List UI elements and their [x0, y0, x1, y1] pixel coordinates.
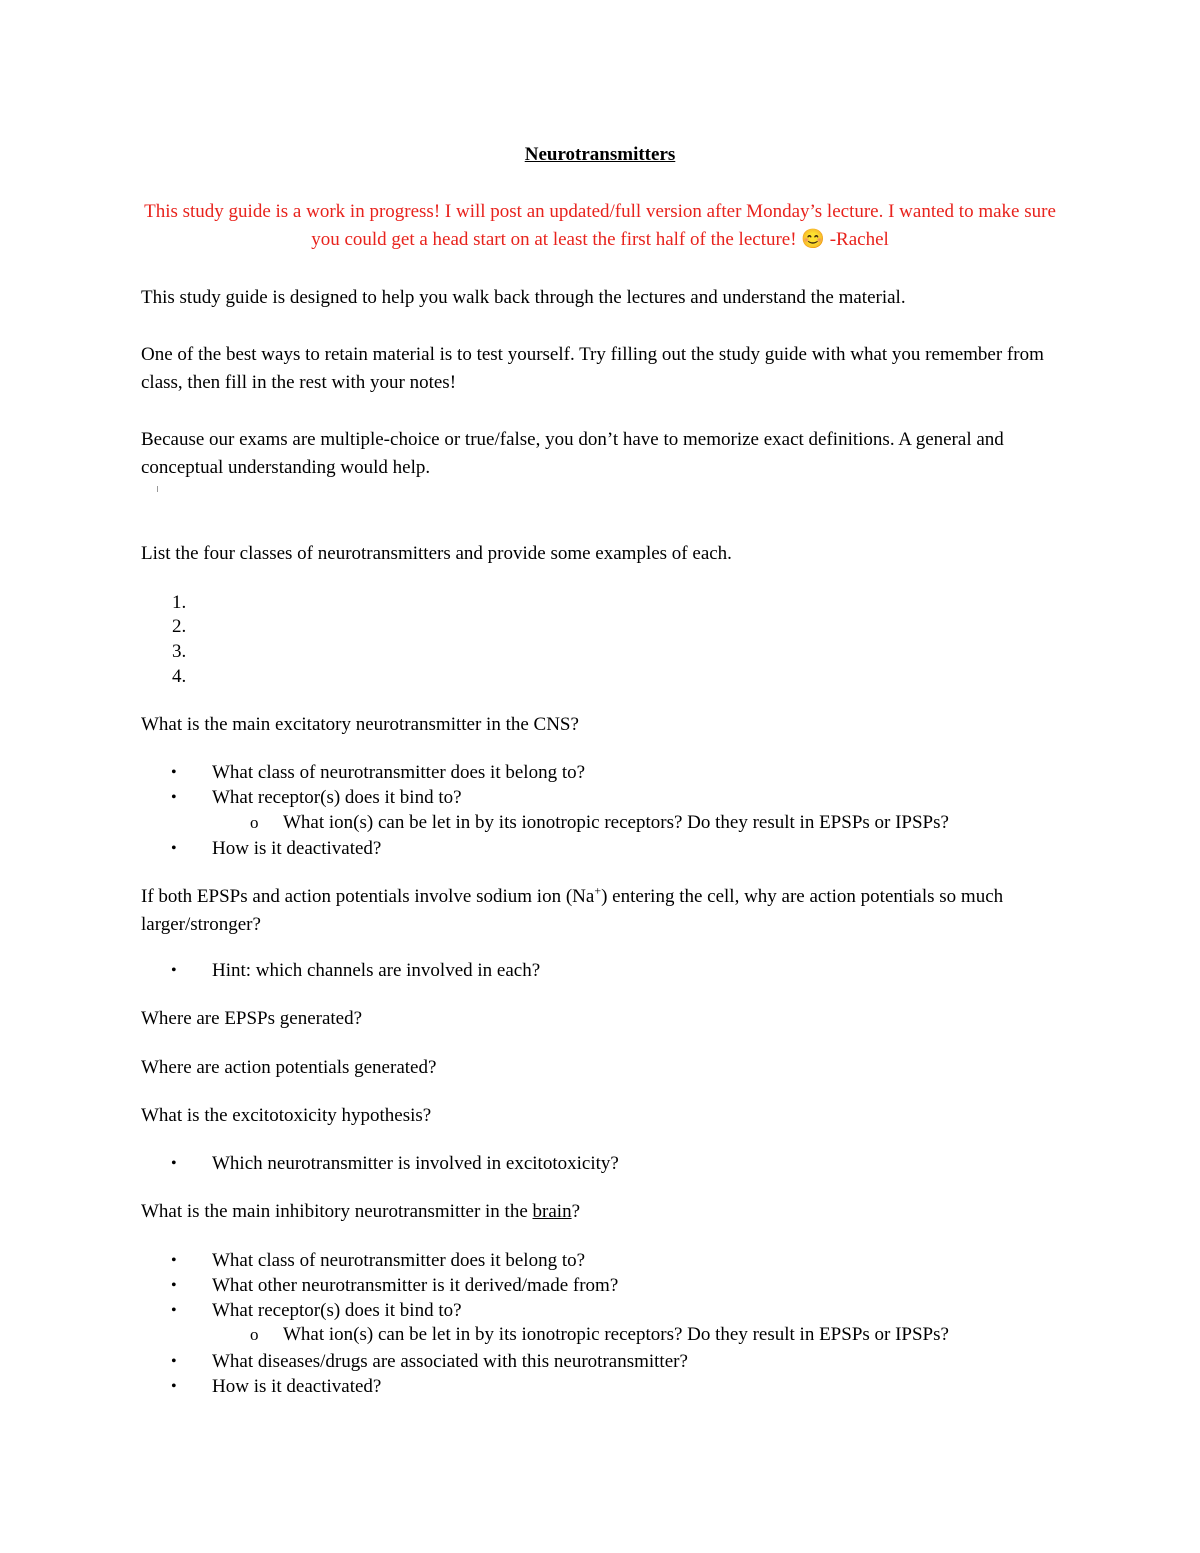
bullet-item: What diseases/drugs are associated with this neurotransmitter?: [212, 1351, 688, 1372]
bullet-glyph: •: [171, 962, 177, 979]
numbered-item: 2.: [172, 616, 187, 637]
work-in-progress-notice: This study guide is a work in progress! I will post an updated/full version after Monday’s lecture. I wanted to make sure you could get a head start on at least the first half of the lecture! 😊 -Rachel: [144, 201, 1056, 250]
page-title: Neurotransmitters: [524, 144, 676, 165]
bullet-item: Which neurotransmitter is involved in excitotoxicity?: [212, 1153, 619, 1174]
bullet-item: What receptor(s) does it bind to?: [212, 787, 462, 808]
numbered-item: 4.: [172, 666, 187, 687]
underlined-word: brain: [532, 1201, 572, 1222]
bullet-item: What class of neurotransmitter does it belong to?: [212, 762, 586, 783]
bullet-item: Hint: which channels are involved in each?: [212, 960, 541, 981]
bullet-glyph: •: [171, 840, 177, 857]
sub-bullet-glyph: o: [250, 813, 259, 832]
question-inhibitory: [141, 1198, 1071, 1226]
bullet-item: What receptor(s) does it bind to?: [212, 1300, 462, 1321]
sub-bullet-glyph: o: [250, 1325, 259, 1344]
bullet-item: How is it deactivated?: [212, 1376, 382, 1397]
intro-paragraph: Because our exams are multiple-choice or true/false, you don’t have to memorize exact definitions. A general and conceptual understanding would help.: [141, 429, 1004, 478]
intro-paragraph: One of the best ways to retain material is to test yourself. Try filling out the study guide with what you remember from class, then fill in the rest with your notes!: [141, 344, 1044, 393]
bullet-glyph: •: [171, 789, 177, 806]
bullet-glyph: •: [171, 1378, 177, 1395]
sub-bullet-item: What ion(s) can be let in by its ionotropic receptors? Do they result in EPSPs or IPSPs?: [283, 812, 949, 833]
question-text: ?: [571, 1201, 581, 1222]
question-text: ) entering the cell, why are action potentials so much larger/stronger?: [141, 886, 1004, 935]
bullet-glyph: •: [171, 1252, 177, 1269]
superscript-plus: +: [594, 883, 602, 898]
bullet-glyph: •: [171, 1277, 177, 1294]
bullet-glyph: •: [171, 1155, 177, 1172]
bullet-glyph: •: [171, 1302, 177, 1319]
intro-paragraph: This study guide is designed to help you walk back through the lectures and understand the material.: [141, 287, 906, 308]
bullet-glyph: •: [171, 764, 177, 781]
question-where-epsp: Where are EPSPs generated?: [141, 1008, 363, 1029]
bullet-glyph: •: [171, 1353, 177, 1370]
question-excitotoxicity: What is the excitotoxicity hypothesis?: [141, 1105, 432, 1126]
question-epsp-vs-ap: [141, 883, 1071, 939]
question-text: If both EPSPs and action potentials involve sodium ion (Na: [141, 886, 595, 907]
question-text: What is the main inhibitory neurotransmitter in the: [141, 1201, 533, 1222]
bullet-item: What class of neurotransmitter does it belong to?: [212, 1250, 586, 1271]
question-where-ap: Where are action potentials generated?: [141, 1057, 437, 1078]
sub-bullet-item: What ion(s) can be let in by its ionotropic receptors? Do they result in EPSPs or IPSPs?: [283, 1324, 949, 1345]
question-classes: List the four classes of neurotransmitters and provide some examples of each.: [141, 543, 732, 564]
bullet-item: What other neurotransmitter is it derived/made from?: [212, 1275, 619, 1296]
question-excitatory: What is the main excitatory neurotransmitter in the CNS?: [141, 714, 579, 735]
bullet-item: How is it deactivated?: [212, 838, 382, 859]
numbered-item: 1.: [172, 592, 187, 613]
stray-mark: [157, 486, 158, 492]
numbered-item: 3.: [172, 641, 187, 662]
